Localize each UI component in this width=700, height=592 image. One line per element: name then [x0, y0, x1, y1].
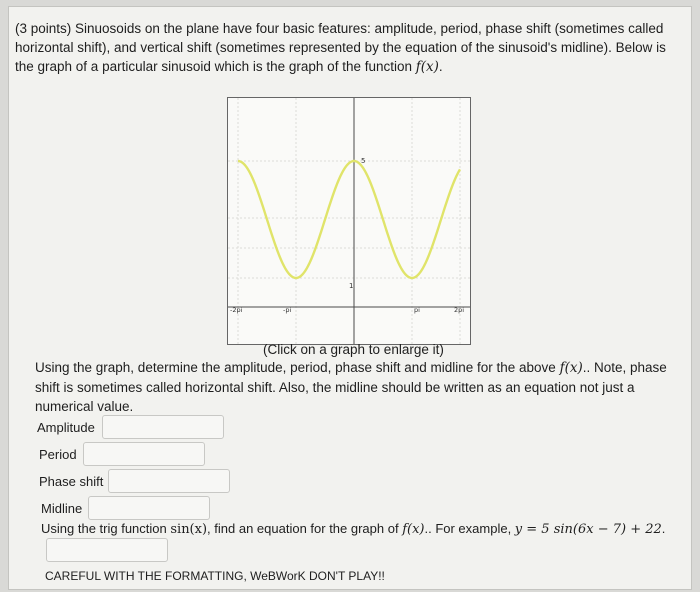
- tick-label-negpi: -pi: [283, 306, 292, 314]
- midline-label: Midline: [41, 501, 83, 516]
- midline-input[interactable]: [88, 496, 210, 520]
- sinusoid-graph[interactable]: [227, 97, 471, 345]
- sin-function: sin(x): [170, 522, 208, 537]
- tick-label-2pi: 2pi: [454, 306, 465, 314]
- graph-canvas: [228, 98, 470, 344]
- example-equation: y = 5 sin(6x − 7) + 22: [514, 522, 662, 537]
- phase-shift-label: Phase shift: [39, 474, 104, 489]
- period-label: Period: [39, 447, 77, 462]
- sinusoid-curve: [238, 161, 460, 278]
- function-name: f(x): [415, 59, 439, 75]
- tick-label-neg2pi: -2pi: [230, 306, 243, 314]
- problem-panel: [8, 6, 692, 590]
- y-label-5: 5: [361, 157, 366, 165]
- tick-label-pi: pi: [414, 306, 420, 314]
- equation-input[interactable]: [46, 538, 168, 562]
- amplitude-label: Amplitude: [37, 420, 95, 435]
- problem-intro: (3 points) Sinuosoids on the plane have four basic features: amplitude, period, phase shift (sometimes called horizontal shift), and vertical shift (sometimes represented by the equation of the sinusoid's midline). Below is the graph of a particular sinusoid which is the graph of the function f(x).: [15, 21, 666, 75]
- graph-caption: (Click on a graph to enlarge it): [263, 342, 444, 357]
- period-input[interactable]: [83, 442, 205, 466]
- instructions: Using the graph, determine the amplitude, period, phase shift and midline for the above f(x).. Note, phase shift is sometimes called horizontal shift. Also, the midline should be written as an equation not just a numerical value.: [35, 360, 667, 414]
- y-label-1: 1: [349, 282, 354, 290]
- function-name: f(x): [402, 522, 425, 537]
- phase-shift-input[interactable]: [108, 469, 230, 493]
- formatting-note: CAREFUL WITH THE FORMATTING, WeBWorK DON'T PLAY!!: [45, 569, 385, 583]
- amplitude-input[interactable]: [102, 415, 224, 439]
- trig-instructions: Using the trig function sin(x), find an equation for the graph of f(x).. For example, y = 5 sin(6x − 7) + 22.: [41, 521, 666, 537]
- function-name: f(x): [559, 360, 583, 376]
